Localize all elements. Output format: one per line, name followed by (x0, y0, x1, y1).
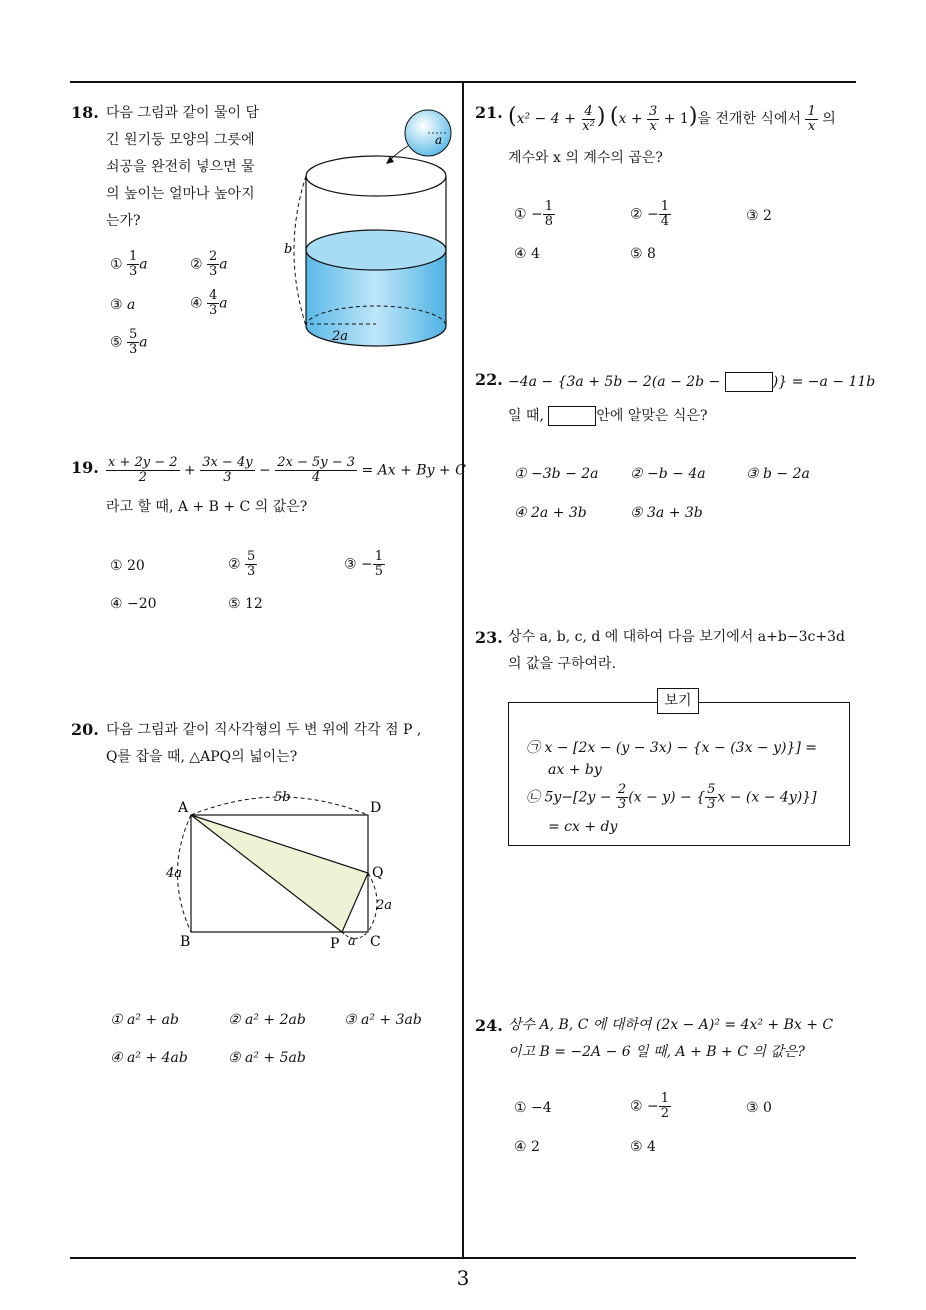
q20-option-1[interactable]: ① a² + ab (110, 1012, 179, 1028)
q20-label-P: P (330, 936, 340, 952)
q24-option-2[interactable]: ② − $\frac{1}{2}$ (630, 1091, 670, 1121)
q18-height-label: b (284, 242, 293, 257)
q19-option-2[interactable]: ② $\frac{5}{3}$ (228, 549, 256, 579)
q22-blank-box-2 (548, 406, 596, 426)
q18-option-4[interactable]: ④ $\frac{4}{3}$ a (190, 288, 228, 318)
q18-option-5[interactable]: ⑤ $\frac{5}{3}$ a (110, 327, 148, 357)
q22-blank-box (725, 372, 773, 392)
q20-option-2[interactable]: ② a² + 2ab (228, 1012, 306, 1028)
q23-item-2-line2: = cx + dy (548, 819, 618, 835)
q18-text: 다음 그림과 같이 물이 담 긴 원기둥 모양의 그릇에 쇠공을 완전히 넣으면 물 의 높이는 얼마나 높아지 는가? (106, 105, 260, 229)
q22-number: 22. (475, 370, 503, 389)
q21-expression: (x² − 4 + $\frac{4}{\text{x²}}$ ) (x + $\frac{3}{x}$ + 1)을 전개한 식에서 $\frac{1}{x}$ 의 (508, 103, 836, 134)
q20-label-D: D (370, 800, 382, 816)
q20-option-3[interactable]: ③ a² + 3ab (344, 1012, 422, 1028)
q19-option-1[interactable]: ① 20 (110, 558, 145, 574)
q18-option-2[interactable]: ② $\frac{2}{3}$ a (190, 249, 228, 279)
page-number: 3 (456, 1266, 470, 1290)
q20-label-C: C (370, 934, 381, 950)
q20-right-length: 2a (376, 898, 393, 913)
q18-option-3[interactable]: ③ a (110, 297, 136, 313)
q20-number: 20. (71, 720, 99, 739)
q24-option-5[interactable]: ⑤ 4 (630, 1139, 656, 1155)
q20-label-B: B (180, 934, 191, 950)
q24-option-3[interactable]: ③ 0 (746, 1100, 772, 1116)
q22-option-2[interactable]: ② −b − 4a (630, 466, 706, 482)
q19-equation: $\frac{x + 2y - 2}{2}$ + $\frac{3x - 4y}{3}$ − $\frac{2x - 5y - 3}{4}$ = Ax + By + C (108, 455, 466, 485)
q24-option-4[interactable]: ④ 2 (514, 1139, 540, 1155)
q20-left-length: 4a (166, 866, 183, 881)
q18-radius-label: 2a (332, 329, 349, 344)
q23-number: 23. (475, 628, 503, 647)
q22-option-4[interactable]: ④ 2a + 3b (514, 505, 587, 521)
q23-item-1-line1: ㉠ x − [2x − (y − 3x) − {x − (3x − y)}] = (526, 740, 818, 756)
q20-bottom-length: a (348, 934, 356, 949)
q20-text: 다음 그림과 같이 직사각형의 두 변 위에 각각 점 P , Q를 잡을 때, △APQ의 넓이는? (106, 722, 422, 765)
q20-label-A: A (178, 800, 189, 816)
q20-option-4[interactable]: ④ a² + 4ab (110, 1050, 188, 1066)
q20-option-5[interactable]: ⑤ a² + 5ab (228, 1050, 306, 1066)
q23-item-2-line1: ㉡ 5y−[2y − $\frac{2}{3}$ (x − y) − { $\frac{5}{3}$ x − (x − 4y)}] (526, 782, 817, 812)
q21-option-2[interactable]: ② − $\frac{1}{4}$ (630, 199, 670, 229)
q23-item-1-line2: ax + by (548, 762, 602, 778)
q20-label-Q: Q (372, 865, 384, 881)
q22-option-5[interactable]: ⑤ 3a + 3b (630, 505, 703, 521)
q20-rectangle-figure (160, 785, 410, 960)
q18-option-1[interactable]: ① $\frac{1}{3}$ a (110, 249, 148, 279)
q21-option-4[interactable]: ④ 4 (514, 246, 540, 262)
q19-number: 19. (71, 458, 99, 477)
q21-number: 21. (475, 103, 503, 122)
q22-option-3[interactable]: ③ b − 2a (746, 466, 810, 482)
q22-option-1[interactable]: ① −3b − 2a (514, 466, 599, 482)
q18-cylinder-figure (280, 100, 460, 360)
column-divider (462, 82, 464, 1258)
q18-number: 18. (71, 103, 99, 122)
q24-option-1[interactable]: ① −4 (514, 1100, 552, 1116)
q21-option-5[interactable]: ⑤ 8 (630, 246, 656, 262)
q21-option-3[interactable]: ③ 2 (746, 208, 772, 224)
q24-number: 24. (475, 1016, 503, 1035)
q21-line2: 계수와 x 의 계수의 곱은? (508, 150, 663, 166)
q19-option-5[interactable]: ⑤ 12 (228, 596, 263, 612)
q23-box-title: 보기 (657, 688, 699, 714)
q24-text: 상수 A, B, C 에 대하여 (2x − A)² = 4x² + Bx + C 이고 B = −2A − 6 일 때, A + B + C 의 값은? (508, 1017, 834, 1060)
q20-top-length: 5b (274, 790, 291, 805)
q23-text: 상수 a, b, c, d 에 대하여 다음 보기에서 a+b−3c+3d 의 값을 구하여라. (508, 629, 845, 672)
q18-sphere-label: a (435, 133, 443, 147)
q21-option-1[interactable]: ① − $\frac{1}{8}$ (514, 199, 554, 229)
q19-line2: 라고 할 때, A + B + C 의 값은? (106, 499, 308, 515)
q22-line2: 일 때, 안에 알맞은 식은? (508, 408, 708, 424)
q19-option-3[interactable]: ③ − $\frac{1}{5}$ (344, 549, 384, 579)
q22-equation: −4a − {3a + 5b − 2(a − 2b − )} = −a − 11b (508, 374, 876, 390)
q19-option-4[interactable]: ④ −20 (110, 596, 157, 612)
